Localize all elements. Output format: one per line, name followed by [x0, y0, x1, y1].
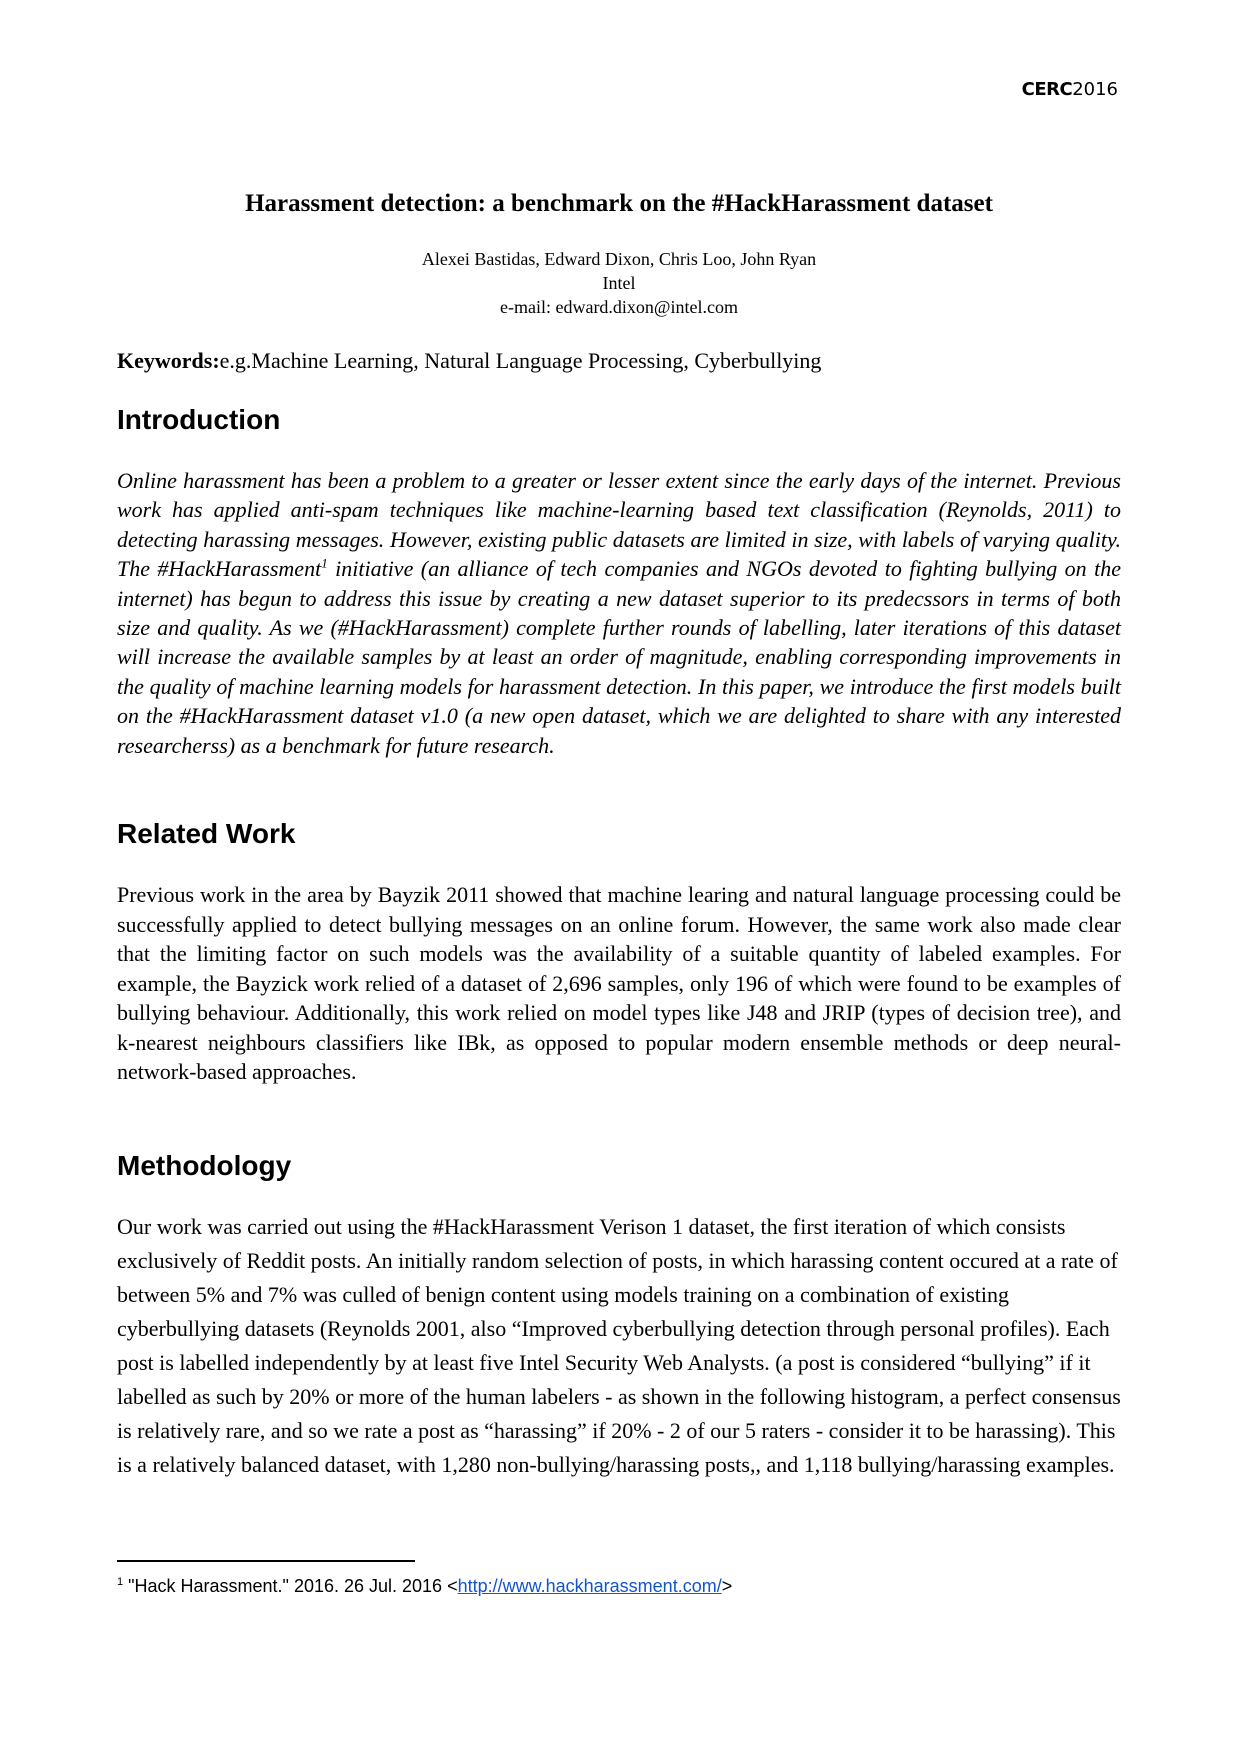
introduction-heading: Introduction [117, 404, 281, 435]
footnote-ref[interactable]: 1 [321, 555, 328, 571]
footnote-marker: 1 [117, 1576, 124, 1588]
author-email: e-mail: edward.dixon@intel.com [499, 297, 738, 317]
conference-name: CERC [1021, 79, 1073, 100]
methodology-paragraph: Our work was carried out using the #HackHarassment Verison 1 dataset, the first iteration of which consists exclusively of Reddit posts. An initially random selection of posts, in which harassing content occured at a rate of between 5% and 7% was culled of benign content using models training on a combination of existing cyberbullying datasets (Reynolds 2001, also “Improved cyberbullying detection through personal profiles). Each post is labelled independently by at least five Intel Security Web Analysts. (a post is considered “bullying” if it labelled as such by 20% or more of the human labelers - as shown in the following histogram, a perfect consensus is relatively rare, and so we rate a post as “harassing” if 20% - 2 of our 5 raters - consider it to be harassing). This is a relatively balanced dataset, with 1,280 non-bullying/harassing posts,, and 1,118 bullying/harassing examples. [117, 1214, 1121, 1477]
author-block [0, 247, 1238, 319]
introduction-paragraph [117, 466, 1121, 760]
keywords-line [117, 348, 1127, 374]
footnote [117, 1576, 732, 1597]
footnote-text-end: > [721, 1576, 733, 1596]
related-work-heading: Related Work [117, 818, 296, 849]
conference-mark [1022, 79, 1118, 100]
author-affiliation: Intel [602, 273, 636, 293]
footnote-divider [117, 1560, 415, 1562]
introduction-text-part1: Online harassment has been a problem to a greater or lesser extent since the early days of the internet. Previous work has applied anti-spam techniques like machine-learning based text classification (Reynolds, 2011) to detecting harassing messages. However, existing public datasets are limited in size, with labels of varying quality. The #HackHarassment [117, 468, 1121, 582]
keywords-text: e.g.Machine Learning, Natural Language Processing, Cyberbullying [219, 348, 822, 373]
footnote-link[interactable]: http://www.hackharassment.com/ [457, 1576, 722, 1596]
footnote-text: "Hack Harassment." 2016. 26 Jul. 2016 < [123, 1576, 458, 1596]
author-names: Alexei Bastidas, Edward Dixon, Chris Loo, John Ryan [421, 249, 817, 269]
related-work-paragraph: Previous work in the area by Bayzik 2011 showed that machine learing and natural language processing could be successfully applied to detect bullying messages on an online forum. However, the same work also made clear that the limiting factor on such models was the availability of a suitable quantity of labeled examples. For example, the Bayzick work relied of a dataset of 2,696 samples, only 196 of which were found to be examples of bullying behaviour. Additionally, this work relied on model types like J48 and JRIP (types of decision tree), and k-nearest neighbours classifiers like IBk, as opposed to popular modern ensemble methods or deep neural-network-based approaches. [117, 882, 1121, 1084]
conference-year: 2016 [1072, 79, 1118, 100]
methodology-heading: Methodology [117, 1150, 292, 1181]
keywords-label: Keywords: [117, 348, 220, 373]
paper-title: Harassment detection: a benchmark on the #HackHarassment dataset [245, 190, 993, 217]
introduction-text-part2: initiative (an alliance of tech companies and NGOs devoted to fighting bullying on the internet) has begun to address this issue by creating a new dataset superior to its predecssors in terms of both size and quality. As we (#HackHarassment) complete further rounds of labelling, later iterations of this dataset will increase the available samples by at least an order of magnitude, enabling corresponding improvements in the quality of machine learning models for harassment detection. In this paper, we introduce the first models built on the #HackHarassment dataset v1.0 (a new open dataset, which we are delighted to share with any interested researcherss) as a benchmark for future research. [117, 556, 1121, 758]
